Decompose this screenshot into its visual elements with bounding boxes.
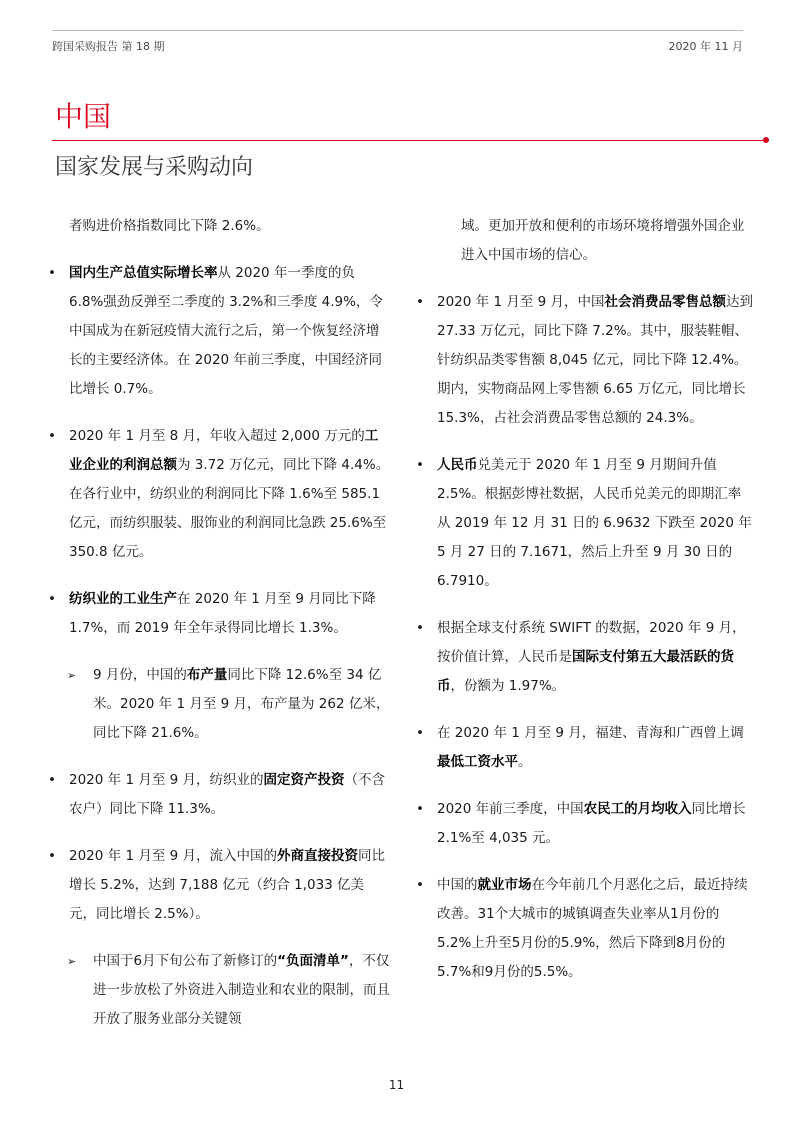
bullet-text-bold: 国内生产总值实际增长率 [69,265,218,281]
bullet-text-post: （不含农户）同比下降 11.3%。 [69,772,385,817]
bullet-icon: • [416,725,424,741]
continuation-paragraph [413,212,753,270]
sub-bullet-negative-list [45,947,390,1034]
paragraph-text: 域。更加开放和便利的市场环境将增强外国企业进入中国市场的信心。 [461,218,745,263]
bullet-text-post: 兑美元于 2020 年 1 月至 9 月期间升值 2.5%。根据彭博社数据，人民币兑美元的即期汇率从 2019 年 12 月 31 日的 6.9632 下跌至 2020 年 5 月 27 日的 7.1671，然后上升至 9 月 30 日的 6.7910。 [437,457,752,589]
bullet-text-post: 在 2020 年 1 月至 9 月同比下降 1.7%，而 2019 年全年录得同比增长 1.3%。 [69,591,376,636]
section-subtitle: 国家发展与采购动向 [55,155,254,180]
bullet-text-pre: 2020 年前三季度，中国 [437,801,584,817]
section-rule [52,140,767,141]
bullet-icon: • [48,772,56,788]
bullet-text-post: 为 3.72 万亿元，同比下降 4.4%。在各行业中，纺织业的利润同比下降 1.6%至 585.1 亿元，而纺织服装、服饰业的利润同比急跌 25.6%至 350.8 亿元。 [69,457,390,560]
sub-bullet-cloth-output [45,661,390,748]
paragraph-text: 者购进价格指数同比下降 2.6%。 [69,218,270,234]
header-rule [52,30,743,31]
bullet-text-pre: 2020 年 1 月至 8 月，年收入超过 2,000 万元的 [69,428,365,444]
bullet-fixed-asset-investment [45,766,390,824]
bullet-migrant-income [413,795,753,853]
bullet-text-post: 。 [518,754,532,770]
bullet-icon: • [48,591,56,607]
bullet-text-bold: “负面清单” [277,953,349,969]
bullet-text-post: 同比下降 12.6%至 34 亿米。2020 年 1 月至 9 月，布产量为 262 亿米，同比下降 21.6%。 [93,667,390,741]
bullet-icon: • [416,294,424,310]
bullet-text-post: ，份额为 1.97%。 [450,678,566,694]
bullet-icon: • [48,265,56,281]
bullet-text-pre: 根据全球支付系统 SWIFT 的数据，2020 年 9 月，按价值计算，人民币是 [437,620,746,665]
bullet-text-pre: 中国于6月下旬公布了新修订的 [93,953,278,969]
bullet-text-post: 从 2020 年一季度的负 6.8%强劲反弹至二季度的 3.2%和三季度 4.9%，令中国成为在新冠疫情大流行之后，第一个恢复经济增长的主要经济体。在 2020 年前三季度，中国经济同比增长 0.7%。 [69,265,383,397]
bullet-fdi [45,842,390,929]
bullet-text-bold: 农民工的月均收入 [583,801,692,817]
bullet-icon: • [48,428,56,444]
bullet-industrial-profit [45,422,390,567]
bullet-minimum-wage [413,719,753,777]
bullet-icon: • [416,801,424,817]
report-header-date: 2020 年 11 月 [668,40,743,53]
bullet-text-pre: 在 2020 年 1 月至 9 月，福建、青海和广西曾上调 [437,725,744,741]
bullet-text-pre: 中国的 [437,877,478,893]
bullet-icon: • [416,620,424,636]
bullet-text-bold: 国际支付第五大最活跃的货币 [437,649,734,694]
bullet-icon: • [48,848,56,864]
bullet-text-post: 同比增长 2.1%至 4,035 元。 [437,801,746,846]
right-column [413,212,753,1005]
arrow-bullet-icon: ➢ [67,955,77,968]
bullet-text-pre: 9 月份，中国的 [93,667,187,683]
page-number: 11 [388,1078,405,1092]
bullet-rmb-exchange [413,451,753,596]
bullet-text-bold: 人民币 [437,457,478,473]
arrow-bullet-icon: ➢ [67,669,77,682]
section-rule-dot [763,137,769,143]
bullet-textile-production [45,585,390,643]
bullet-text-bold: 最低工资水平 [437,754,518,770]
continuation-paragraph [45,212,390,241]
bullet-icon: • [416,457,424,473]
bullet-text-post: 同比增长 5.2%，达到 7,188 亿元（约合 1,033 亿美元，同比增长 2.5%）。 [69,848,385,922]
section-title: 中国 [55,100,112,133]
bullet-text-pre: 2020 年 1 月至 9 月，流入中国的 [69,848,277,864]
bullet-text-bold: 社会消费品零售总额 [604,294,726,310]
report-header-title: 跨国采购报告 第 18 期 [52,40,165,53]
bullet-text-post: ，不仅进一步放松了外资进入制造业和农业的限制，而且开放了服务业部分关键领 [93,953,390,1027]
bullet-text-post: 达到 27.33 万亿元，同比下降 7.2%。其中，服装鞋帽、针纺织品类零售额 8,045 亿元，同比下降 12.4%。期内，实物商品网上零售额 6.65 万亿元，同比增长 15.3%，占社会消费品零售总额的 24.3%。 [437,294,753,426]
bullet-text-bold: 外商直接投资 [277,848,358,864]
bullet-swift-payments [413,614,753,701]
bullet-text-pre: 2020 年 1 月至 9 月，中国 [437,294,605,310]
bullet-text-bold: 就业市场 [477,877,532,893]
bullet-text-bold: 布产量 [186,667,228,683]
bullet-text-post: 在今年前几个月恶化之后，最近持续改善。31个大城市的城镇调查失业率从1月份的5.2%上升至5月份的5.9%，然后下降到8月份的5.7%和9月份的5.5%。 [437,877,748,980]
bullet-gdp [45,259,390,404]
bullet-text-bold: 工业企业的利润总额 [69,428,379,473]
bullet-icon: • [416,877,424,893]
bullet-retail-sales [413,288,753,433]
bullet-employment-market [413,871,753,987]
bullet-text-pre: 2020 年 1 月至 9 月，纺织业的 [69,772,264,788]
left-column [45,212,390,1052]
bullet-text-bold: 纺织业的工业生产 [69,591,177,607]
bullet-text-bold: 固定资产投资 [263,772,345,788]
